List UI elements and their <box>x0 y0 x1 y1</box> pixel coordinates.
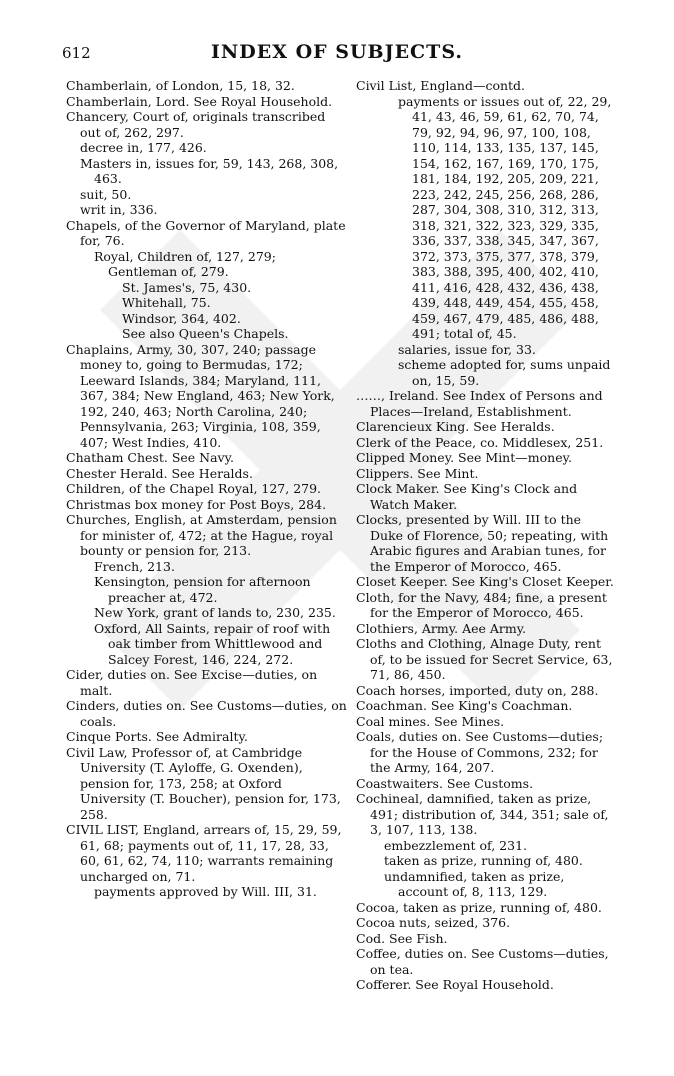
index-entry: Oxford, All Saints, repair of roof with oak timber from Whittlewood and Salcey Forest, 146, 224, 272. <box>94 620 331 667</box>
index-entry: Closet Keeper. See King's Closet Keeper. <box>356 574 614 589</box>
index-entry: Cocoa, taken as prize, running of, 480. <box>356 899 602 915</box>
index-entry: Clock Maker. See King's Clock and Watch Maker. <box>356 481 578 512</box>
index-entry: Whitehall, 75. <box>122 295 211 310</box>
index-entry: Cochineal, damnified, taken as prize, 491; distribution of, 344, 351; sale of, 3, 107, 113, 138. <box>356 791 609 837</box>
index-entry: Coastwaiters. See Customs. <box>356 775 534 791</box>
left-column <box>66 78 348 900</box>
index-entry: Chapels, of the Governor of Maryland, plate for, 76. <box>66 217 346 248</box>
index-entry: St. James's, 75, 430. <box>122 279 252 295</box>
index-entry: Children, of the Chapel Royal, 127, 279. <box>66 481 322 496</box>
index-entry: Clippers. See Mint. <box>356 465 479 481</box>
index-entry: Masters in, issues for, 59, 143, 268, 308, 463. <box>80 155 339 186</box>
index-entry: Gentleman of, 279. <box>108 264 229 279</box>
index-entry: Cocoa nuts, seized, 376. <box>356 915 511 930</box>
index-entry: Chamberlain, Lord. See Royal Household. <box>66 93 333 109</box>
index-entry: scheme adopted for, sums unpaid on, 15, 59. <box>398 357 611 388</box>
index-entry: Coffee, duties on. See Customs—duties, on tea. <box>356 946 609 977</box>
page-title: INDEX OF SUBJECTS. <box>211 41 463 63</box>
index-entry: Cloths and Clothing, Alnage Duty, rent of, to be issued for Secret Service, 63, 71, 86, 450. <box>356 636 613 682</box>
index-entry: salaries, issue for, 33. <box>398 341 536 357</box>
index-entry: embezzlement of, 231. <box>384 837 527 853</box>
index-entry: Chatham Chest. See Navy. <box>66 450 234 465</box>
index-entry: taken as prize, running of, 480. <box>384 853 583 868</box>
index-entry: Chancery, Court of, originals transcribed out of, 262, 297. <box>66 109 326 140</box>
index-entry: suit, 50. <box>80 186 132 202</box>
index-entry: Clocks, presented by Will. III to the Duke of Florence, 50; repeating, with Arabic figures and Arabian tunes, for the Emperor of Morocco, 465. <box>356 512 609 574</box>
right-column <box>356 78 618 993</box>
index-entry: Clothiers, Army. Aee Army. <box>356 620 527 636</box>
index-entry: Cinque Ports. See Admiralty. <box>66 729 248 744</box>
index-entry: Clipped Money. See Mint—money. <box>356 450 572 465</box>
index-entry: French, 213. <box>94 558 175 574</box>
index-entry: payments approved by Will. III, 31. <box>94 884 317 899</box>
index-entry: Churches, English, at Amsterdam, pension for minister of, 472; at the Hague, royal bounty or pension for, 213. <box>66 512 337 558</box>
index-entry: Coal mines. See Mines. <box>356 713 505 729</box>
index-entry: Kensington, pension for afternoon preacher at, 472. <box>94 574 311 605</box>
page-number: 612 <box>62 44 91 62</box>
index-entry: Cloth, for the Navy, 484; fine, a present for the Emperor of Morocco, 465. <box>356 589 607 620</box>
index-entry: Chaplains, Army, 30, 307, 240; passage money to, going to Bermudas, 172; Leeward Islands, 384; Maryland, 111, 367, 384; New England, 463; New York, 192, 240, 463; North Carolina, 240; Pennsylvania, 263; Virginia, 108, 359, 407; West Indies, 410. <box>66 341 335 450</box>
index-entry: Royal, Children of, 127, 279; <box>94 248 276 264</box>
index-entry: decree in, 177, 426. <box>80 140 207 155</box>
index-entry: Civil Law, Professor of, at Cambridge University (T. Ayloffe, G. Oxenden), pension for, 173, 258; at Oxford University (T. Boucher), pension for, 173, 258. <box>66 744 341 822</box>
index-entry: Chester Herald. See Heralds. <box>66 465 253 481</box>
index-entry: Chamberlain, of London, 15, 18, 32. <box>66 78 295 93</box>
index-entry: Cinders, duties on. See Customs—duties, on coals. <box>66 698 347 729</box>
index-entry: Windsor, 364, 402. <box>122 310 241 326</box>
index-entry: ……, Ireland. See Index of Persons and Places—Ireland, Establishment. <box>356 388 603 419</box>
index-entry: See also Queen's Chapels. <box>122 326 289 341</box>
index-entry: writ in, 336. <box>80 202 158 217</box>
index-entry: CIVIL LIST, England, arrears of, 15, 29, 59, 61, 68; payments out of, 11, 17, 28, 33, 60, 61, 62, 74, 110; warrants remaining uncharged on, 71. <box>66 822 342 884</box>
index-entry: Coach horses, imported, duty on, 288. <box>356 682 599 698</box>
index-entry: New York, grant of lands to, 230, 235. <box>94 605 336 620</box>
index-entry: Coachman. See King's Coachman. <box>356 698 573 713</box>
index-entry: payments or issues out of, 22, 29, 41, 43, 46, 59, 61, 62, 70, 74, 79, 92, 94, 96, 97, 100, 108, 110, 114, 133, 135, 137, 145, 154, 162, 167, 169, 170, 175, 181, 184, 192, 205, 209, 221, 223, 242, 245, 256, 268, 286, 287, 304, 308, 310, 312, 313, 318, 321, 322, 323, 329, 335, 336, 337, 338, 345, 347, 367, 372, 373, 375, 377, 378, 379, 383, 388, 395, 400, 402, 410, 411, 416, 428, 432, 436, 438, 439, 448, 449, 454, 455, 458, 459, 467, 479, 485, 486, 488, 491; total of, 45. <box>398 93 612 341</box>
index-entry: Clarencieux King. See Heralds. <box>356 419 555 434</box>
index-entry: Cider, duties on. See Excise—duties, on malt. <box>66 667 318 698</box>
index-entry: Civil List, England—contd. <box>356 78 526 93</box>
index-entry: Cod. See Fish. <box>356 930 448 946</box>
index-entry: Christmas box money for Post Boys, 284. <box>66 496 327 512</box>
index-entry: Coals, duties on. See Customs—duties; for the House of Commons, 232; for the Army, 164, 207. <box>356 729 604 775</box>
index-entry: Cofferer. See Royal Household. <box>356 977 554 992</box>
index-entry: Clerk of the Peace, co. Middlesex, 251. <box>356 434 604 450</box>
index-entry: undamnified, taken as prize, account of, 8, 113, 129. <box>384 868 565 899</box>
